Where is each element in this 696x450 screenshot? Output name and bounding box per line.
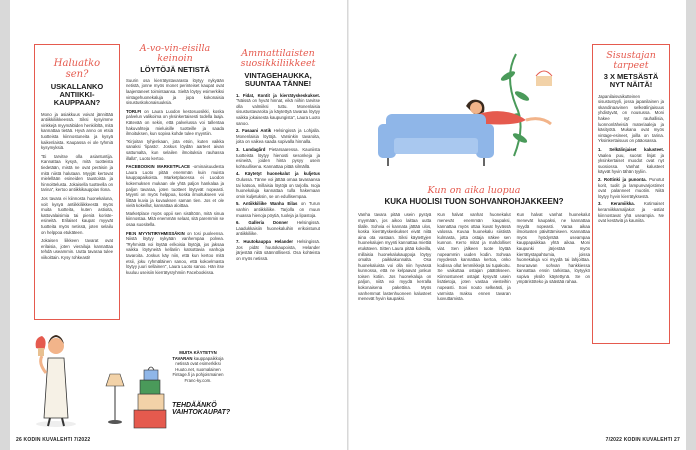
favourites-heading: VINTAGEHAUKKA, SUUNTAA TÄNNE!	[244, 70, 312, 88]
favourites-list	[236, 93, 320, 262]
left-page	[10, 0, 348, 450]
favourite-item: 6. Galleria Donner Helsingissä. Laadukkaisiin huonekaluihin erikoistunut antiikkiliike.	[236, 220, 320, 237]
favourite-shops-box	[230, 44, 326, 420]
sidebar-para-1: Mono ja asiakkuus voivat jännittää antiikkiliikkeessä. Siksi kysyimme vinkkejä myymälöiden henkilöltä, mitä kannattaa tietää. Hyvä anno on etsiä tuotteista kiinnostuneita ja kysyä kaikenlaista. Kaupassa ei ole tyhmiä kysymyksiä.	[41, 111, 113, 151]
online-heading: LÖYTÖJÄ NETISTÄ	[140, 64, 210, 74]
favourite-item: 2. Fasaani Antik Helsingissä ja Lohjalla. Monenlaisia löytöjä. Varsinkin tavaroita, joita on vaikea saada sopivalla hinnalla.	[236, 128, 320, 145]
favourite-item: 5. Antiikkiliike Wanha Eilas on Turun vanhin antiikkiliike. Tarjolla on muun muassa hienoja pöytiä, tuoleja ja lipastoja.	[236, 201, 320, 218]
trends-intro: Japanilaisvaikutteinen sisustustyyli, jossa japanilainen ja skandinaavinen selkeälinjaisuus yhdistyvät, on nousussa. Moni hakee nyt rauhallisia, luonnonläheisiä materiaaleja ja käsityötä. Mukana ovat myös vintage-esineet, joilla on tarina. Yksinkertaisuus on pääosassa.	[598, 93, 664, 144]
tip-label: MUITA KÄYTETYN TAVARAN	[172, 350, 217, 361]
fbm-text: on tosi puoleensa. Niistä löytyy nykyään vanhempaa polvea. "Ryhmistä voi löytää erikoisia löytöjä, jos jaksaa vaikka löytyneitä kellariin katsottavia vanhoja tavaroita. Joskus käy niin, että kun kertoo mitä etsii, joku ryhmäläinen sanoo, että kokoelmasta löytyy juuri sellainen", Laura Luoto sanoo. Hän itse kuuluu useisiin kierrätysryhmiin Facebookissa.	[126, 230, 224, 275]
tori-text: on Laura Luodon kestosuosikki, koska palvelun valikoima on yksinkertaisesti todella laaja. Kätevää on sekin, että palvelussa voi tallentaa hakuvahteja mieluisille tuotteille ja saada ilmoituksen, kun sopiva kohde tulee myyntiin.	[126, 108, 224, 137]
fb-paragraph	[126, 164, 224, 209]
trends-sidebar	[592, 44, 670, 344]
sofa-woman-illustration	[366, 46, 566, 176]
main-column-3: Kun halvat vanhat huonekalut menevät kaupaksi, ne kannattaa myydä nopeasti. Varaa aikaa ilmoitusten päivittämiseen. Kannattaa myös hyödyntää useampaa kauppapaikkaa yhtä aikaa. Moni kaupunki järjestää myös kierrätystapahtumia, joissa huonekaluja voi myydä tai lahjoittaa. Seuraavan sohvan hankkiessa kannattaa ensin tarkistaa, löytyykö sopiva yksilö käytettynä. Se on ympäristöteko ja säästää rahaa.	[516, 212, 590, 285]
main-column-2: Kun halvat vanhat huonekalut menevät enemmän kaupaksi, kannattaa myös ottaa kuvat hyvässä valossa. Kuvaa huonekalu siististä kulmasta, jotta ostaja näkee sen kunnon. Kerro mitat ja mahdolliset viat. Sen jälkeen tuote löytää nopeammin uuden kodin. Sohvaa myydessä kannattaa kertoa, onko kodissa ollut lemmikkejä tai tupakoitu. Se vaikuttaa ostajan päätökseen. Kiinnostuneet ostajat kysyvät usein lisätietoja, joten vastaa viesteihin nopeasti. Sovi nouto selkeästi, ja varmista maksu ennen tavaran luovuttamista.	[437, 212, 511, 302]
fbm-label: FB:N MYYNTIRYHMISSÄKIN	[126, 230, 185, 236]
main-script-title: Kun on aika luopua	[427, 185, 521, 196]
favourites-script-title: Ammattilaisten suosikkiliikkeet	[240, 48, 316, 69]
woman-with-vase-illustration	[28, 318, 84, 428]
favourite-item: 3. Lundagård Pietarsaaressa. Kauniista tuotteista löytyy hienosti sesonkeja ja esineitä, joiden hinta pysyy usein kohtuullisena. Kannattaa pitää silmällä.	[236, 147, 320, 169]
favourite-item: 4. Käytetyt huonekalut ja kuljetus Oulussa. Tänne voi jättää omaa tavaraansa tai katsoa, millaisia löytöjä on tarjolla. Isoja huonekaluja kannattaa tulla hakemaan omin kuljetuksin, se on edullisempaa.	[236, 171, 320, 199]
fbm-paragraph	[126, 231, 224, 276]
left-page-footer: 26 KODIN KUVALEHTI 7/2022	[16, 437, 91, 443]
trend-item: 2. Rottinki ja punonta. Punotut korit, tuolit ja lampunvarjostimet ovat palanneet muotiin. Niitä löytyy hyvin kierrätyksestä.	[598, 177, 664, 199]
trend-item: 3. Keramiikka. Kotimaiset keramiikkamaljakot ja -astiat kiinnostavat yhä useampia. Ne ovat kestäviä ja kauniita.	[598, 201, 664, 224]
tori-paragraph	[126, 109, 224, 137]
lamp-illustration	[102, 372, 128, 426]
favourite-item: 1. Fidat, Kontit ja kierrätyskeskukset. "Näissä on hyvät hinnat, eikä niihin tarvitse olla valmiiksi tuttu. Monenlaisia sisustustavaroita ja käytettyä tavaraa löytyy vaikka jokaisesta kaupungista", Laura Luoto sanoo.	[236, 92, 320, 126]
right-page-footer: 7/2022 KODIN KUVALEHTI 27	[605, 437, 680, 443]
swap-callout: TEHDÄÄNKÖ VAIHTOKAUPAT?	[172, 402, 231, 417]
trend-item: 1. Selkälinjaiset kalusteet. Vaalea puu, suorat linjat ja yksinkertaiset muodot ovat nyt suosiossa. Vanhat kalusteet käyvät hyvin tähän tyyliin.	[598, 147, 664, 175]
sidebar-para-4: Jokaisen liikkeen tavarat ovat erilaisia, joten vierailuja kannattaa tehdä useammin. Uutta tavaraa tulee viikoittain. Kysy rohkeasti!	[41, 238, 113, 260]
luggage-stack-illustration	[128, 360, 172, 432]
sidebar-para-3: Jos tavara ei kiinnosta huonekaluna, voit kysyä antiikkiliikkeestä myös muita tuotteita, kuten astioita, kattovalaisimia tai pieniä koriste-esineitä. Erilaiset kaupat myyvät tuotteita myös netissä, joten selailu on helppoa etukäteen.	[41, 195, 113, 235]
right-page	[348, 0, 686, 450]
sidebar-script-title: Haluatko sen?	[53, 58, 101, 80]
sidebar-para-2: "Ei tarvitse olla asiantuntija. Kannattaa kysyä, mitä tuotteista tiedetään, mistä ne ovat peräisin ja mitä niistä halutaan. Myyjät kertovat mielellään esineiden taustoista ja hinnoittelusta. Jokaisella tuotteella on tarina", kertoo antiikkikauppias Ilona.	[41, 153, 113, 193]
other-marketplaces-tip	[170, 350, 226, 384]
trends-heading: 3 X METSÄSTÄ NYT NÄITÄ!	[603, 71, 659, 89]
main-columns	[358, 212, 590, 302]
tori-label: TORI.FI	[126, 108, 142, 114]
main-heading: KUKA HUOLISI TUON SOHVANROHJAKKEEN?	[384, 196, 564, 206]
fb-text: -ominaisuudesta Laura Luoto pitää enemmän kuin muista kauppapaikoista. Marketplacessa ei Luodon kokemuksen mukaan ole yhtä paljon hankalaa ja paljon tavaraa, joten tuotteet löytyvät nopeasti. Myynti on myös helppoa, koska ilmoitukseen voi liittää kuvia ja kuvauksen saman tien. Jos et ole vielä kokeillut, kannattaa aloittaa.	[126, 164, 224, 209]
tori-paragraph-2: "Kirjoitan tyhjenkaan, jota etsin, kuten vaikka sanaksi 'lipasto'. Joskus löydän aarteet aivan sattumalta, kun selailen ilmoituksia rauhassa illalla", Luoto kertoo.	[126, 138, 224, 161]
main-column-1: Vanha tavara pitää usein pystyä myymään, jos aikoo laittaa uutta tilalle. Sohvia ei kannata jättää ulos, koska kierrätyskeskukset eivät niitä aina ota vastaan. Siksi käytettyjen huonekalujen myynti kannattaa miettiä etukäteen. Sitten Laura pitää kokeilla, millaisia huonekalukauppoja löytyy omalta paikkakunnalta. Osa huonekaluista voi olla niin hyvässä kunnossa, että ne kelpaavat jonkun toisen kotiin. Jos huonekaluja on paljon, niitä voi myydä kerralla kokonaisena pakettina. Myös vanhemmat lastenhuoneen kalusteet menevät hyvin kaupaksi.	[358, 212, 432, 302]
favourite-item: 7. Huutokauppa Helander Helsingissä. Jos pidät huutokaupoista, Helander järjestää niitä säännöllisesti. Osa kohteista on myös netissä.	[236, 238, 321, 261]
online-intro: Suurin osa kierrätystavarasta löytyy nykyään netistä, jonne myös monet perinteiset kaupat ovat laajentaneet toimintaansa. Sieltä löytyy esimerkiksi vintagehuonekaluja ja jopa kokonaisia sisustuskokonaisuuksia.	[126, 77, 224, 106]
tip-text: kauppapaikkoja netissä ovat esimerkiksi Huuto.net, suomalainen Fintage.fi ja pohjoismainen Franc-ky.com.	[172, 355, 224, 383]
magazine-spread	[10, 0, 686, 450]
online-finds-column	[126, 44, 224, 275]
tip-paragraph	[170, 350, 226, 384]
fb-label: FACEBOOKIN MARKETPLACE	[126, 164, 191, 170]
sidebar-heading: USKALLANKO ANTIIKKI-KAUPPAAN?	[50, 82, 104, 107]
antique-shop-sidebar	[34, 44, 120, 320]
online-script-title: A-vo-vin-eisilla keinoin	[139, 43, 211, 64]
trends-script-title: Sisustajan tarpeet	[606, 50, 656, 71]
selling-furniture-article	[358, 186, 590, 302]
fb-paragraph-2: Marketplace myös oppii sen sisältöön, mitä sinua kiinnostaa. Mitä enemmän selaat, sitä paremmin se osaa suositella.	[126, 210, 224, 228]
